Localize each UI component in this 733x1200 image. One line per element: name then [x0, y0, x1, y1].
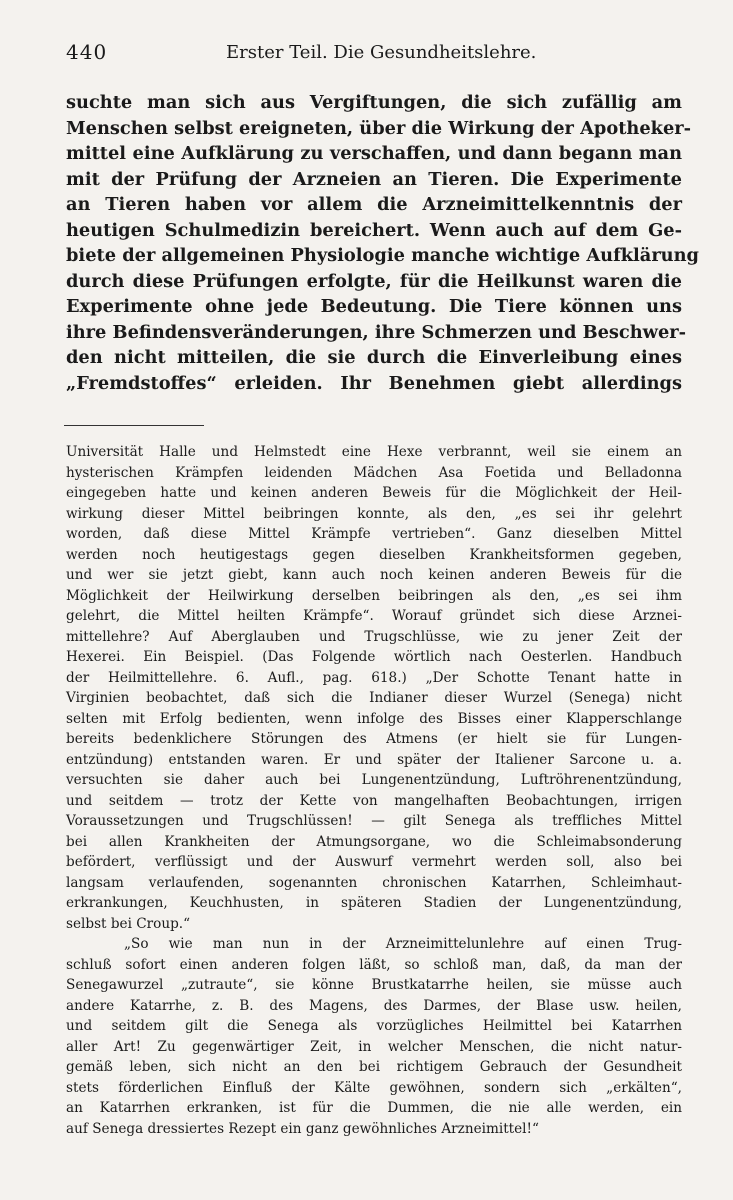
- footnote-line: stets förderlichen Einfluß der Kälte gewöhnen, sondern sich „erkälten“,: [66, 1079, 682, 1096]
- body-line: an Tieren haben vor allem die Arzneimittelkenntnis der: [66, 194, 682, 215]
- body-line: mittel eine Aufklärung zu verschaffen, und dann begann man: [66, 143, 682, 164]
- body-line: mit der Prüfung der Arzneien an Tieren. Die Experimente: [66, 168, 682, 190]
- footnote-line: und wer sie jetzt giebt, kann auch noch keinen anderen Beweis für die: [66, 567, 682, 583]
- footnote-line: Hexerei. Ein Beispiel. (Das Folgende wörtlich nach Oesterlen. Handbuch: [66, 649, 682, 665]
- footnote-line: aller Art! Zu gegenwärtiger Zeit, in welcher Menschen, die nicht natur-: [66, 1038, 682, 1055]
- footnote-line: Möglichkeit der Heilwirkung derselben beibringen als den, „es sei ihm: [66, 587, 682, 604]
- body-line: heutigen Schulmedizin bereichert. Wenn auch auf dem Ge-: [66, 219, 682, 241]
- footnote-line: Senegawurzel „zutraute“, sie könne Brustkatarrhe heilen, sie müsse auch: [66, 977, 682, 993]
- footnote-line: versuchten sie daher auch bei Lungenentzündung, Luftröhrenentzündung,: [66, 772, 682, 788]
- footnote-line: werden noch heutigestags gegen dieselben Krankheitsformen gegeben,: [66, 546, 682, 563]
- footnote-line: worden, daß diese Mittel Krämpfe vertrieben“. Ganz dieselben Mittel: [66, 526, 682, 542]
- footnote-line: wirkung dieser Mittel beibringen konnte, als den, „es sei ihr gelehrt: [66, 505, 682, 522]
- footnote-line: gemäß leben, sich nicht an den bei richtigem Gebrauch der Gesundheit: [66, 1059, 682, 1075]
- main-text: [66, 90, 699, 396]
- footnote-line: selbst bei Croup.“: [66, 915, 191, 932]
- body-line: den nicht mitteilen, die sie durch die Einverleibung eines: [66, 347, 682, 368]
- footnote-line: und seitdem gilt die Senega als vorzügliches Heilmittel bei Katarrhen: [66, 1018, 682, 1034]
- footnote-line: mittellehre? Auf Aberglauben und Trugschlüsse, wie zu jener Zeit der: [66, 628, 682, 645]
- footnote-line: eingegeben hatte und keinen anderen Beweis für die Möglichkeit der Heil-: [66, 485, 682, 501]
- footnote-line: an Katarrhen erkranken, ist für die Dummen, die nie alle werden, ein: [66, 1100, 682, 1116]
- body-line: Experimente ohne jede Bedeutung. Die Tiere können uns: [66, 296, 682, 317]
- body-line: „Fremdstoffes“ erleiden. Ihr Benehmen giebt allerdings: [66, 372, 682, 394]
- body-line: ihre Befindensveränderungen, ihre Schmerzen und Beschwer-: [66, 321, 687, 343]
- footnote-line: Voraussetzungen und Trugschlüssen! — gilt Senega als treffliches Mittel: [66, 813, 682, 829]
- page-number: 440: [66, 40, 108, 64]
- footnote-line: bereits bedenklichere Störungen des Atmens (er hielt sie für Lungen-: [66, 731, 682, 747]
- footnote-line: andere Katarrhe, z. B. des Magens, des Darmes, der Blase usw. heilen,: [66, 997, 682, 1014]
- footnote-line: selten mit Erfolg bedienten, wenn infolge des Bisses einer Klapperschlange: [66, 710, 682, 727]
- footnote-line: auf Senega dressiertes Rezept ein ganz gewöhnliches Arzneimittel!“: [66, 1120, 539, 1137]
- footnote-line: bei allen Krankheiten der Atmungsorgane, wo die Schleimabsonderung: [66, 833, 682, 850]
- footnote-line: Universität Halle und Helmstedt eine Hexe verbrannt, weil sie einem an: [66, 444, 682, 460]
- page-header: [66, 40, 673, 72]
- running-title: Erster Teil. Die Gesundheitslehre.: [226, 42, 537, 63]
- footnote-line: befördert, verflüssigt und der Auswurf vermehrt werden soll, also bei: [66, 854, 682, 870]
- footnote-line: Virginien beobachtet, daß sich die Indianer dieser Wurzel (Senega) nicht: [66, 690, 682, 706]
- footnote-line: gelehrt, die Mittel heilten Krämpfe“. Worauf gründet sich diese Arznei-: [66, 608, 682, 624]
- body-line: suchte man sich aus Vergiftungen, die sich zufällig am: [66, 92, 682, 113]
- footnote-divider: [64, 425, 204, 426]
- footnote-line: der Heilmittellehre. 6. Aufl., pag. 618.) „Der Schotte Tenant hatte in: [66, 669, 682, 686]
- footnote-line: „So wie man nun in der Arzneimittelunlehre auf einen Trug-: [124, 936, 682, 952]
- body-line: durch diese Prüfungen erfolgte, für die Heilkunst waren die: [66, 270, 682, 292]
- footnote-line: langsam verlaufenden, sogenannten chronischen Katarrhen, Schleimhaut-: [66, 874, 682, 891]
- footnote-line: erkrankungen, Keuchhusten, in späteren Stadien der Lungenentzündung,: [66, 895, 682, 911]
- footnote-line: schluß sofort einen anderen folgen läßt, so schloß man, daß, da man der: [66, 956, 682, 973]
- body-line: Menschen selbst ereigneten, über die Wirkung der Apotheker-: [66, 117, 692, 139]
- body-line: biete der allgemeinen Physiologie manche wichtige Aufklärung: [66, 245, 699, 266]
- footnote-text: [66, 442, 682, 1139]
- footnote-line: und seitdem — trotz der Kette von mangelhaften Beobachtungen, irrigen: [66, 792, 682, 809]
- footnote-line: entzündung) entstanden waren. Er und später der Italiener Sarcone u. a.: [66, 751, 682, 768]
- footnote-line: hysterischen Krämpfen leidenden Mädchen Asa Foetida und Belladonna: [66, 464, 682, 481]
